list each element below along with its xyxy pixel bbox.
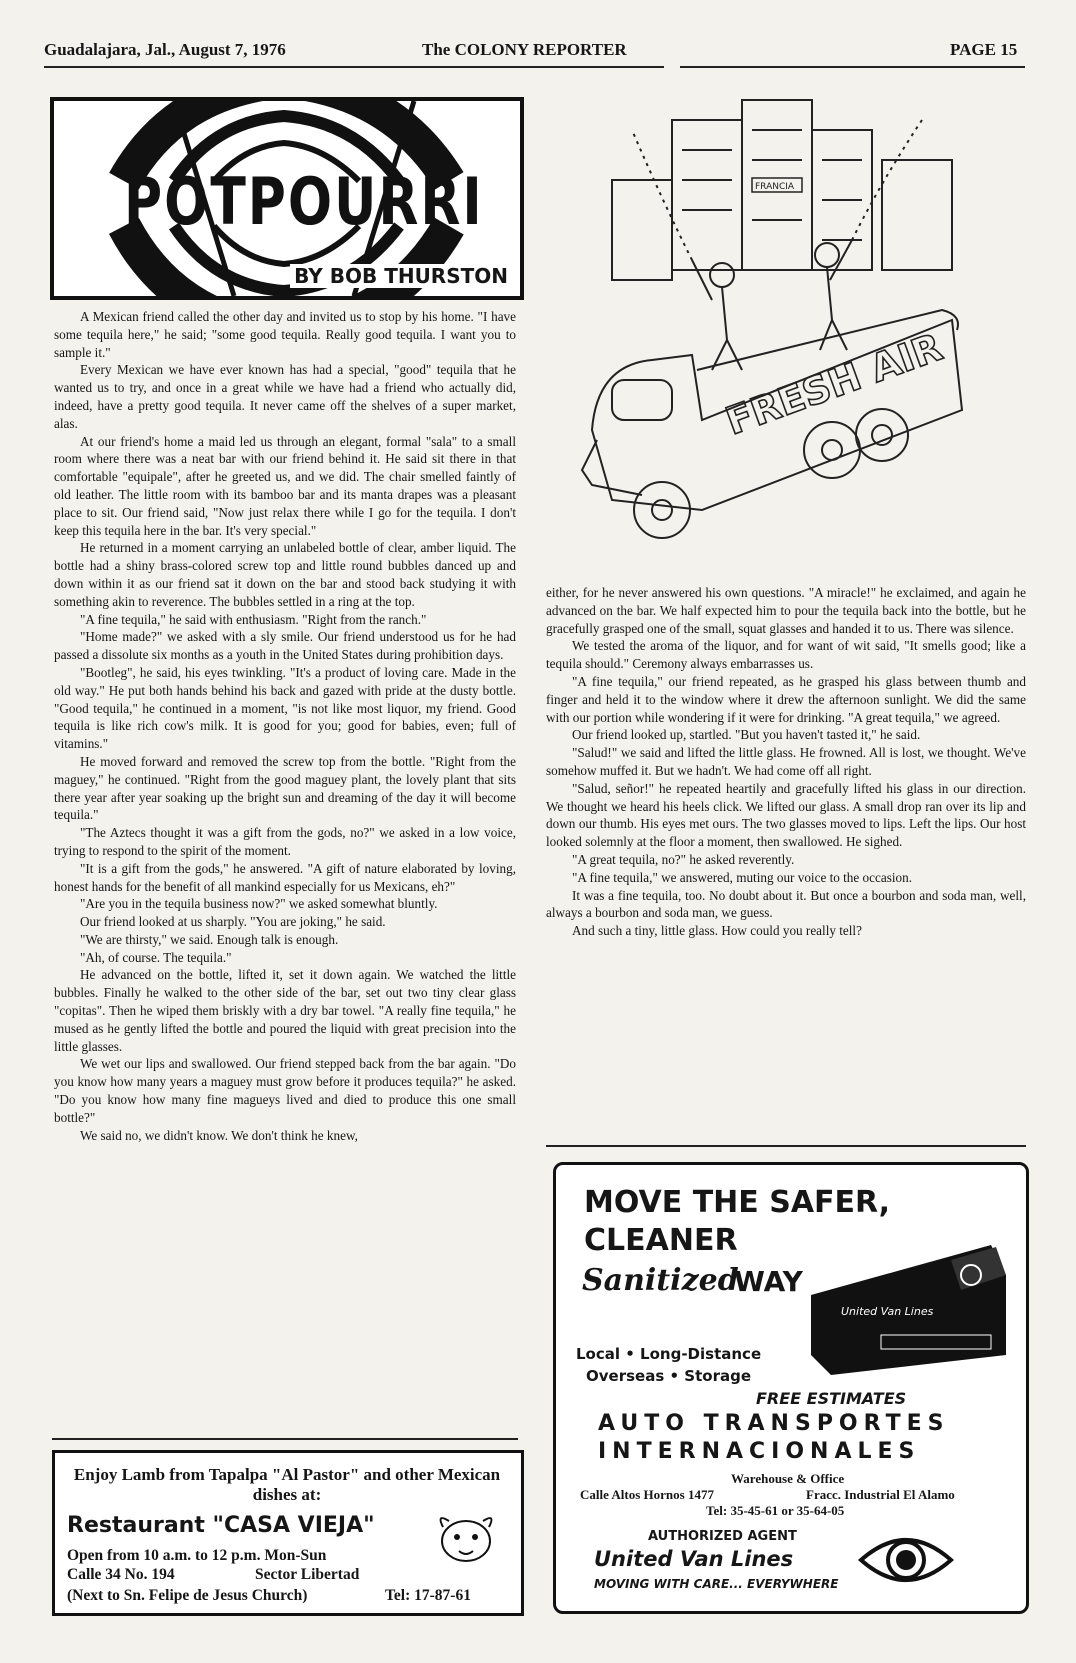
article-left-column [54, 308, 516, 1144]
column-rule [546, 1145, 1026, 1147]
article-paragraph: "Salud, señor!" he repeated heartily and gracefully lifted his glass in our direction. We thought we heard his heels click. We lifted our glass. A small drop ran over its lip and down our thumb. His eyes met ours. The two glasses moved to lips. Left the lips. Our host looked solemnly at the floor a moment, then swallowed. He sighed. [546, 780, 1026, 850]
warehouse-office: Warehouse & Office [731, 1471, 845, 1486]
movers-phone: Tel: 35-45-61 or 35-64-05 [706, 1503, 845, 1518]
article-paragraph: "A great tequila, no?" he asked reverently. [572, 851, 795, 867]
article-paragraph: "Salud!" we said and lifted the little glass. He frowned. All is lost, we thought. We've somehow muffed it. But we hadn't. We had come off all right. [546, 745, 1026, 778]
movers-headline-1: MOVE THE SAFER, [584, 1185, 891, 1220]
uvl-eye-logo [856, 1525, 956, 1595]
movers-headline-2: CLEANER [584, 1223, 738, 1258]
restaurant-phone: Tel: 17-87-61 [385, 1587, 471, 1604]
cartoon-drawing [552, 90, 1022, 560]
article-paragraph: "Are you in the tequila business now?" we asked somewhat bluntly. [80, 896, 438, 912]
article-paragraph: And such a tiny, little glass. How could you really tell? [572, 923, 862, 939]
free-estimates: FREE ESTIMATES [756, 1389, 907, 1408]
article-paragraph: "Home made?" we asked with a sly smile. Our friend understood us for he had passed a dissolute six months as a youth in the United States during prohibition days. [54, 629, 516, 663]
article-paragraph: Our friend looked up, startled. "But you haven't tasted it," he said. [572, 727, 921, 743]
article-paragraph: "A fine tequila," he said with enthusiasm. "Right from the ranch." [80, 611, 427, 627]
article-paragraph: It was a fine tequila, too. No doubt about it. But once a bourbon and soda man, well, always a bourbon and soda man, we guess. [546, 887, 1026, 921]
movers-address-street: Calle Altos Hornos 1477 [580, 1487, 714, 1502]
fresh-air-truck-cartoon [552, 90, 1022, 560]
column-masthead [50, 97, 524, 300]
article-right-column [546, 584, 1026, 940]
article-paragraph: He moved forward and removed the screw top from the bottle. "Right from the maguey," he continued. "Right from the good maguey plant, the lovely plant that sits there year after year soaking up the bright sun and dreaming of the day it will become tequila." [54, 753, 516, 823]
article-paragraph: "Ah, of course. The tequila." [80, 949, 232, 965]
truck-side-text: United Van Lines [841, 1305, 934, 1318]
movers-service-2: Overseas • Storage [586, 1367, 751, 1385]
company-name-1: AUTO TRANSPORTES [598, 1411, 950, 1436]
article-paragraph: "The Aztecs thought it was a gift from the gods, no?" we asked in a low voice, trying to respond to the spirit of the moment. [54, 825, 516, 858]
restaurant-ad-intro: Enjoy Lamb from Tapalpa "Al Pastor" and other Mexican dishes at: [73, 1465, 501, 1504]
article-paragraph: We tested the aroma of the liquor, and for want of wit said, "It smells good; like a tequila should." Ceremony always embarrasses us. [546, 638, 1026, 672]
building-sign-text: FRANCIA [755, 182, 795, 192]
movers-slogan: MOVING WITH CARE... EVERYWHERE [594, 1577, 839, 1591]
header-rule-right [680, 66, 1025, 68]
truck-sign-text: FRESH AIR [720, 324, 948, 444]
article-paragraph: At our friend's home a maid led us through an elegant, formal "sala" to a small room where there was a neat bar with our friend behind it. He said sit there in that comfortable "equipale", after he greeted us, and we did. The chair smelled faintly of old leather. The little room with its bamboo bar and its manta drapes was a pleasant place to sit. Our friend said, "Now just relax there while I go for the tequila. I don't keep this tequila here in the bar. It's very special." [54, 433, 516, 538]
article-paragraph: "A fine tequila," we answered, muting our voice to the occasion. [572, 869, 912, 885]
restaurant-sector: Sector Libertad [255, 1566, 360, 1583]
paper-name: The COLONY REPORTER [422, 40, 627, 59]
movers-service-1: Local • Long-Distance [576, 1345, 762, 1363]
restaurant-street: Calle 34 No. 194 [67, 1566, 175, 1583]
article-paragraph: Every Mexican we have ever known has had a special, "good" tequila that he wanted us to try, and once in a great while we have had a friend who actually did, indeed, have a pretty good tequila. It never came off the shelves of a super market, alas. [54, 362, 516, 431]
article-paragraph: "Bootleg", he said, his eyes twinkling. "It's a product of loving care. Made in the old way." He put both hands behind his back and gazed with pride at the dusty bottle. "Good tequila," he continued in a moment, "is not like most liquor, my friend. Good tequila is like rich cow's milk. It is good for you; good for babies, even; full of vitamins." [54, 664, 516, 752]
masthead-byline: BY BOB THURSTON [290, 264, 512, 288]
lamb-icon [431, 1503, 501, 1573]
header-rule-left [44, 66, 664, 68]
article-paragraph: He returned in a moment carrying an unlabeled bottle of clear, amber liquid. The bottle had a shiny brass-colored screw top and little round bubbles danced up and down within it as our friend sat it down on the bar and stood back studying it with something akin to reverence. The bubbles settled in a ring at the top. [54, 540, 516, 609]
article-paragraph: "We are thirsty," we said. Enough talk is enough. [80, 931, 339, 947]
article-paragraph: We wet our lips and swallowed. Our friend stepped back from the bar again. "Do you know how many years a maguey must grow before it produces tequila?" he asked. "Do you know how many fine magueys lived and died to produce this one small bottle?" [54, 1056, 516, 1125]
article-paragraph: "It is a gift from the gods," he answered. "A gift of nature elaborated by loving, honest hands for the benefit of all mankind especially for us Mexicans, eh?" [54, 860, 516, 894]
article-paragraph: Our friend looked at us sharply. "You are joking," he said. [80, 914, 386, 930]
movers-address-area: Fracc. Industrial El Alamo [806, 1487, 955, 1502]
sanitized-way: WAY [734, 1265, 803, 1298]
page-number: PAGE 15 [950, 40, 1018, 59]
authorized-agent: AUTHORIZED AGENT [648, 1529, 797, 1544]
restaurant-hours: Open from 10 a.m. to 12 p.m. Mon-Sun [67, 1547, 327, 1564]
restaurant-location-note: (Next to Sn. Felipe de Jesus Church) [67, 1587, 308, 1604]
company-name-2: INTERNACIONALES [598, 1439, 921, 1464]
united-van-lines: United Van Lines [594, 1547, 794, 1571]
dateline: Guadalajara, Jal., August 7, 1976 [44, 40, 286, 59]
column-rule [52, 1438, 518, 1440]
sanitized-script: Sanitized [582, 1263, 739, 1298]
article-paragraph: A Mexican friend called the other day and invited us to stop by his home. "I have some tequila here," he said; "some good tequila. Really good tequila. I want you to sample it." [54, 309, 516, 360]
article-paragraph: either, for he never answered his own questions. "A miracle!" he exclaimed, and again he advanced on the bar. We half expected him to pour the tequila back into the bottle, but he gracefully grasped one of the small, squat glasses and handed it to us. There was silence. [546, 585, 1026, 636]
restaurant-name: Restaurant "CASA VIEJA" [67, 1513, 375, 1538]
article-paragraph: "A fine tequila," our friend repeated, as he grasped his glass between thumb and finger and held it to the window where it drew the afternoon sunlight. We did the same with our portion while wondering if it were for drinking. "A great tequila," we agreed. [546, 673, 1026, 725]
masthead-title: POTPOURRI [124, 165, 484, 240]
restaurant-ad [52, 1450, 524, 1616]
movers-ad [553, 1162, 1029, 1614]
article-paragraph: He advanced on the bottle, lifted it, set it down again. We watched the little bubbles. Finally he walked to the other side of the bar, set out two tiny clear glass "copitas". Then he wiped them briskly with a dry bar towel. "A really fine tequila," he mused as he gently lifted the bottle and poured the liquid with great precision into the little glasses. [54, 967, 516, 1054]
moving-truck-icon [801, 1235, 1011, 1375]
article-paragraph: We said no, we didn't know. We don't think he knew, [80, 1127, 358, 1143]
